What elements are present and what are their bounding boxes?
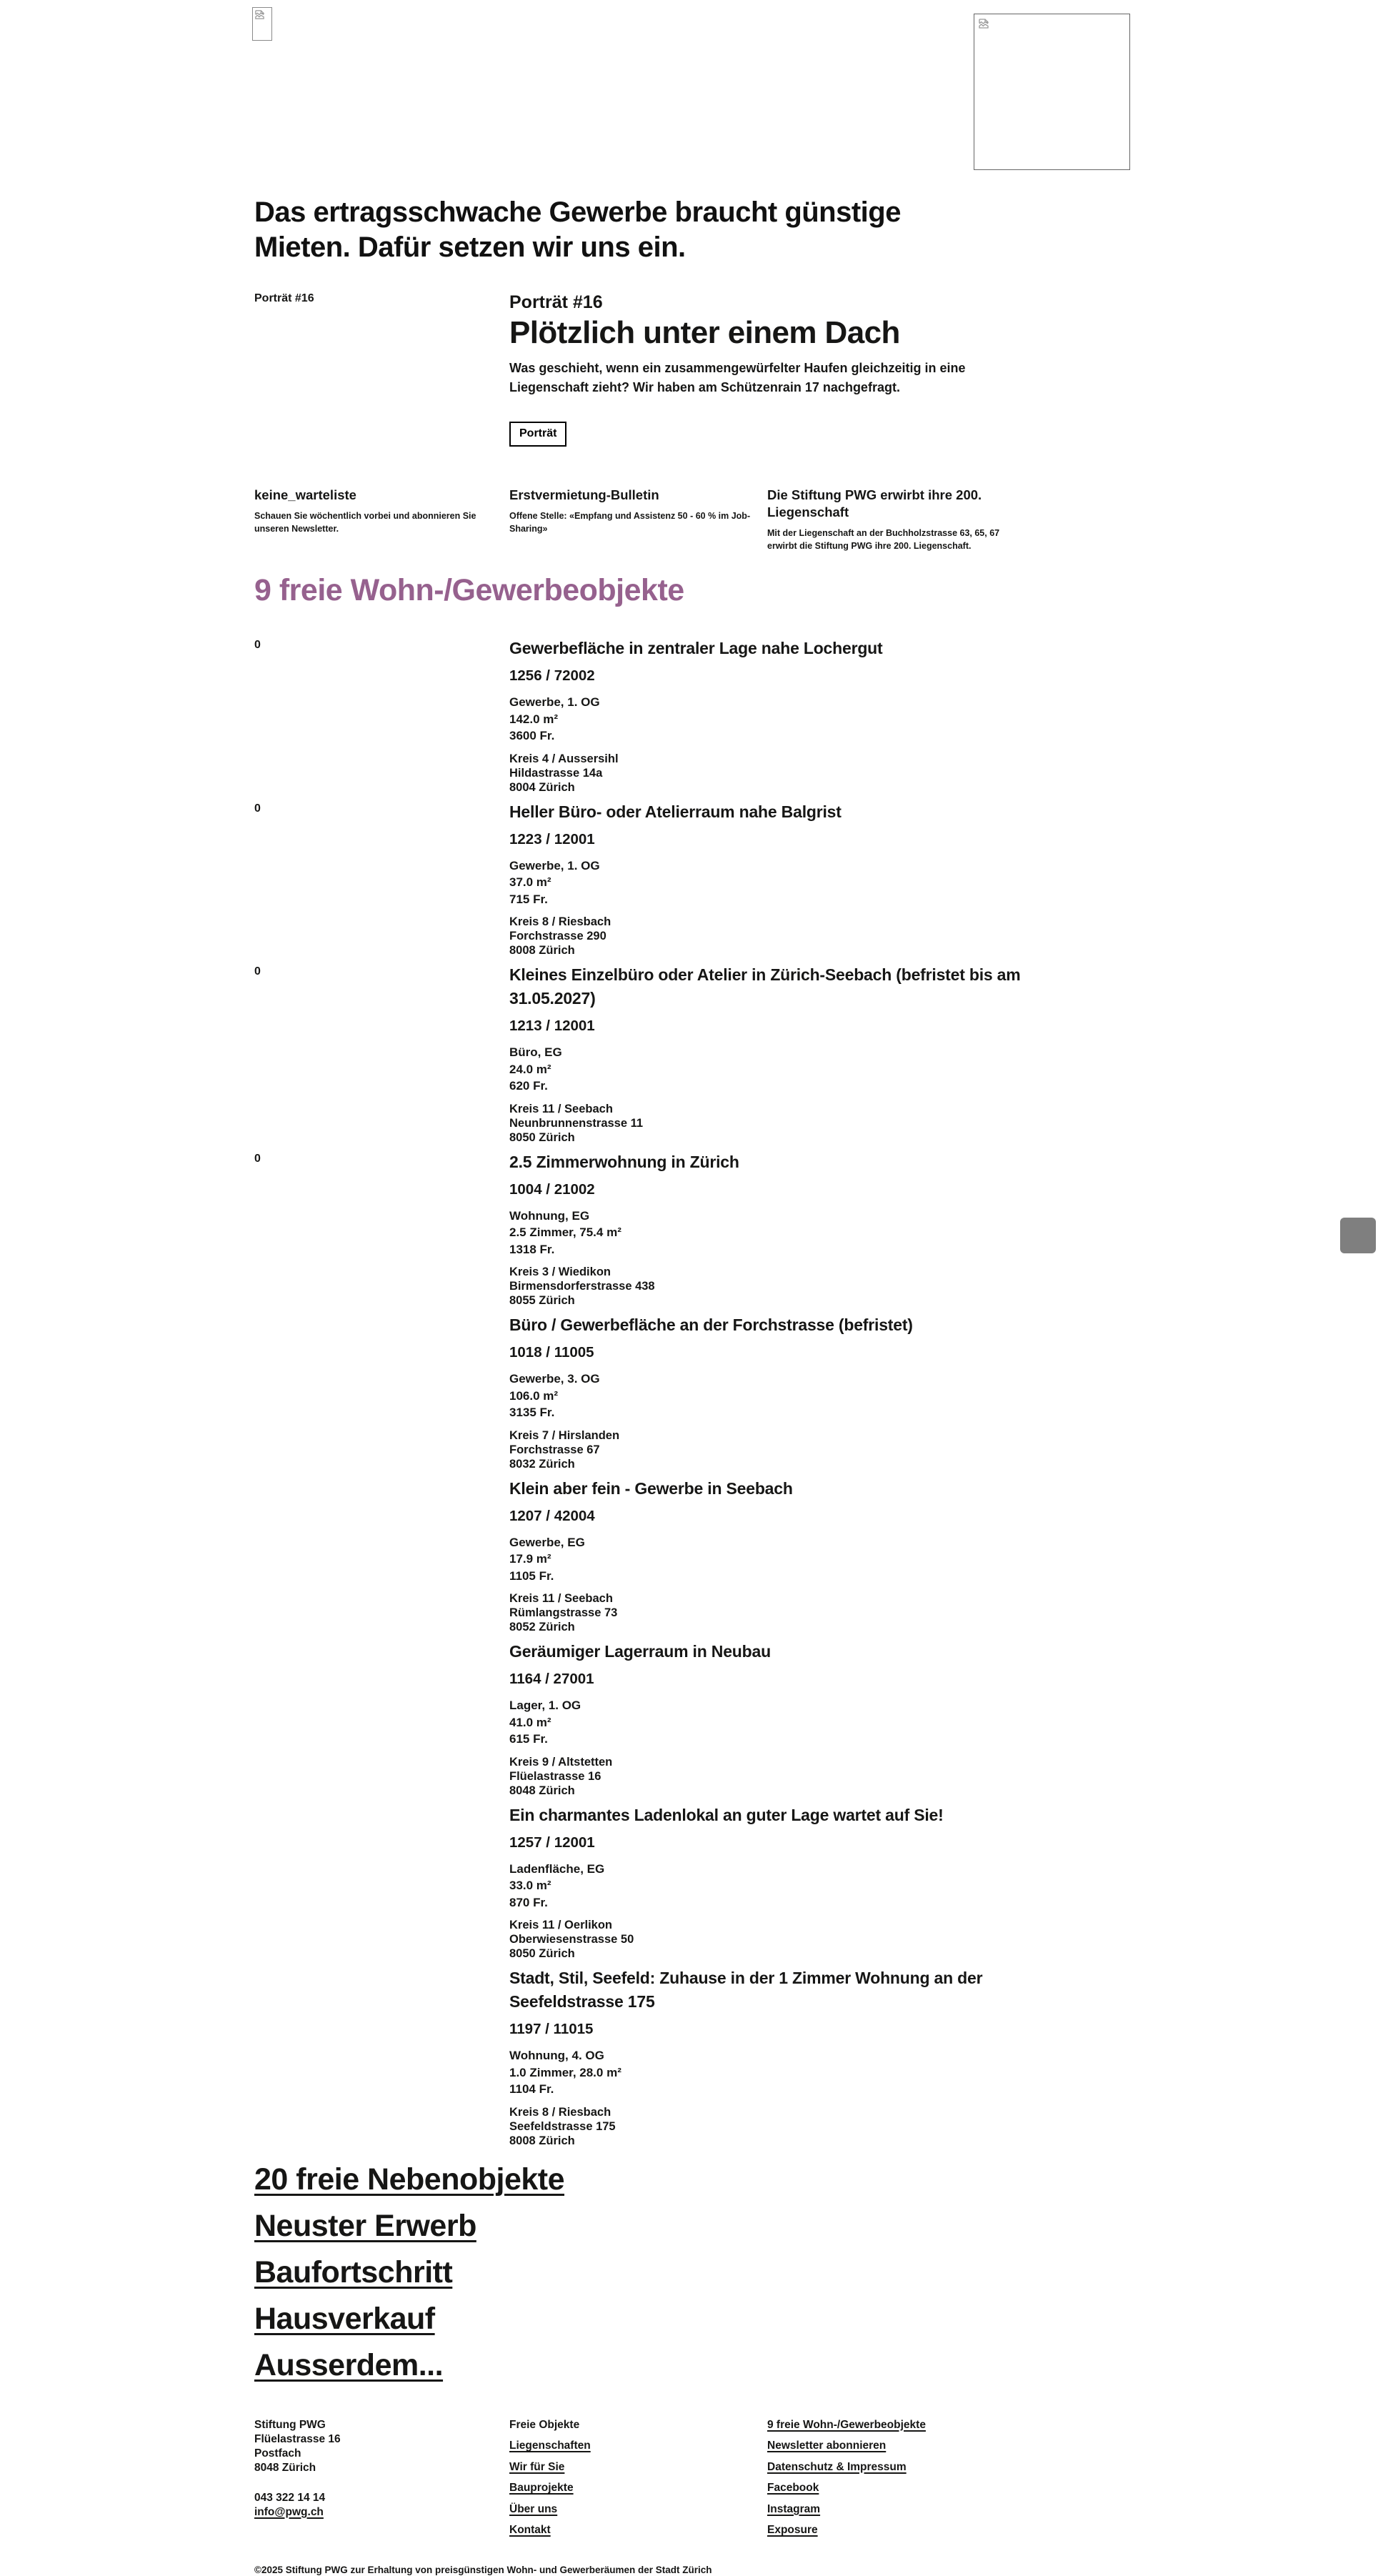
broken-image-icon — [978, 18, 989, 29]
listing-body — [509, 1313, 1383, 1471]
listing-district: Kreis 9 / Altstetten — [509, 1755, 613, 1769]
listing-city: 8052 Zürich — [509, 1621, 575, 1633]
footer-link-freie-wohnobjekte[interactable]: 9 freie Wohn-/Gewerbeobjekte — [767, 2418, 926, 2431]
listing-city: 8008 Zürich — [509, 2134, 575, 2147]
listing-body — [509, 637, 1383, 795]
footer-nav-column-1 — [509, 2418, 767, 2545]
listing-district: Kreis 7 / Hirslanden — [509, 1428, 620, 1442]
listing-title: Klein aber fein - Gewerbe in Seebach — [509, 1478, 793, 1498]
listing-image-placeholder: 0 — [254, 1152, 261, 1165]
listing-address — [509, 1591, 1383, 1634]
listing-size: 37.0 m² — [509, 875, 551, 889]
site-logo[interactable] — [252, 7, 272, 41]
listing-size: 1.0 Zimmer, 28.0 m² — [509, 2065, 621, 2079]
listing-size: 17.9 m² — [509, 1552, 551, 1566]
teaser-title: keine_warteliste — [254, 487, 356, 502]
link-ausserdem[interactable]: Ausserdem... — [254, 2347, 444, 2382]
footer-link-facebook[interactable]: Facebook — [767, 2482, 819, 2494]
portrait-teaser-section — [254, 292, 1383, 447]
link-neuster-erwerb[interactable]: Neuster Erwerb — [254, 2208, 476, 2243]
link-hausverkauf[interactable]: Hausverkauf — [254, 2301, 435, 2336]
news-teaser-row — [254, 487, 1383, 552]
listing-image-placeholder — [254, 1804, 509, 1961]
listing-body — [509, 1477, 1383, 1635]
listing-ref: 1018 / 11005 — [509, 1344, 594, 1361]
listing-type-floor: Gewerbe, 1. OG — [509, 858, 600, 872]
listing-ref: 1197 / 11015 — [509, 2021, 594, 2037]
listing-body — [509, 1640, 1383, 1798]
listing-specs — [509, 1371, 1383, 1421]
listing-address — [509, 1428, 1383, 1471]
listing-city: 8050 Zürich — [509, 1130, 575, 1144]
listing-city: 8008 Zürich — [509, 944, 575, 957]
listing-title: Gewerbefläche in zentraler Lage nahe Lochergut — [509, 639, 883, 657]
listing-ref: 1257 / 12001 — [509, 1834, 595, 1851]
listing-item[interactable] — [254, 1640, 1383, 1798]
listing-price: 715 Fr. — [509, 892, 548, 906]
listing-type-floor: Büro, EG — [509, 1045, 562, 1059]
listing-street: Oberwiesenstrasse 50 — [509, 1933, 634, 1946]
listing-address — [509, 915, 1383, 958]
listing-ref: 1207 / 42004 — [509, 1507, 595, 1524]
listing-street: Forchstrasse 290 — [509, 930, 606, 943]
listing-ref: 1213 / 12001 — [509, 1018, 595, 1034]
footer-phone: 043 322 14 14 — [254, 2491, 326, 2504]
teaser-title: Die Stiftung PWG erwirbt ihre 200. Liegenschaft — [767, 487, 982, 519]
broken-image-icon — [254, 9, 265, 20]
listing-title: Heller Büro- oder Atelierraum nahe Balgrist — [509, 802, 842, 821]
footer-pobox: Postfach — [254, 2447, 301, 2460]
listing-type-floor: Gewerbe, 1. OG — [509, 695, 600, 709]
footer-link-instagram[interactable]: Instagram — [767, 2502, 821, 2515]
listing-address — [509, 752, 1383, 795]
listing-price: 620 Fr. — [509, 1079, 548, 1093]
teaser-text: Schauen Sie wöchentlich vorbei und abonnieren Sie unseren Newsletter. — [254, 511, 476, 534]
listing-specs — [509, 1534, 1383, 1585]
link-nebenobjekte[interactable]: 20 freie Nebenobjekte — [254, 2162, 565, 2197]
listing-price: 3135 Fr. — [509, 1406, 555, 1419]
listing-city: 8048 Zürich — [509, 1784, 575, 1797]
listing-ref: 1223 / 12001 — [509, 830, 595, 847]
listing-price: 870 Fr. — [509, 1895, 548, 1909]
footer-street: Flüelastrasse 16 — [254, 2432, 341, 2445]
footer-link-bauprojekte[interactable]: Bauprojekte — [509, 2482, 574, 2494]
footer-heading-freie-objekte: Freie Objekte — [509, 2418, 580, 2431]
listing-title: 2.5 Zimmerwohnung in Zürich — [509, 1152, 739, 1171]
listing-type-floor: Gewerbe, EG — [509, 1535, 585, 1549]
listing-body — [509, 800, 1383, 958]
teaser-erstvermietung-bulletin[interactable] — [509, 487, 767, 552]
link-baufortschritt[interactable]: Baufortschritt — [254, 2254, 453, 2289]
listing-street: Seefeldstrasse 175 — [509, 2119, 616, 2133]
listing-body — [509, 1150, 1383, 1308]
teaser-text: Mit der Liegenschaft an der Buchholzstrasse 63, 65, 67 erwirbt die Stiftung PWG ihre 200. Liegenschaft. — [767, 528, 1000, 551]
teaser-title: Erstvermietung-Bulletin — [509, 487, 659, 502]
listing-specs — [509, 1208, 1383, 1258]
listing-item[interactable] — [254, 1477, 1383, 1635]
floating-widget-button[interactable] — [1340, 1218, 1376, 1253]
listing-street: Forchstrasse 67 — [509, 1443, 600, 1456]
listing-district: Kreis 4 / Aussersihl — [509, 752, 619, 765]
teaser-200-liegenschaft[interactable] — [767, 487, 1383, 552]
listing-specs — [509, 857, 1383, 908]
footer-email-link[interactable]: info@pwg.ch — [254, 2505, 324, 2518]
footer-link-newsletter[interactable]: Newsletter abonnieren — [767, 2440, 887, 2452]
footer-nav-column-2 — [767, 2418, 1383, 2545]
page-headline: Das ertragsschwache Gewerbe braucht günstige Mieten. Dafür setzen wir uns ein. — [254, 197, 901, 263]
listing-item[interactable] — [254, 963, 1383, 1145]
listing-type-floor: Wohnung, EG — [509, 1208, 590, 1223]
section-links-nav — [254, 2162, 1383, 2382]
footer-link-wir-fuer-sie[interactable]: Wir für Sie — [509, 2460, 565, 2473]
footer-address-column — [254, 2418, 509, 2545]
listing-image-placeholder — [254, 1640, 509, 1798]
listing-item[interactable] — [254, 1313, 1383, 1471]
footer-org-name: Stiftung PWG — [254, 2418, 326, 2431]
listing-type-floor: Gewerbe, 3. OG — [509, 1372, 600, 1386]
listing-district: Kreis 11 / Oerlikon — [509, 1919, 612, 1931]
listing-size: 2.5 Zimmer, 75.4 m² — [509, 1225, 621, 1239]
listing-item[interactable] — [254, 1804, 1383, 1961]
listing-title: Ein charmantes Ladenlokal an guter Lage wartet auf Sie! — [509, 1805, 944, 1824]
footer-link-datenschutz[interactable]: Datenschutz & Impressum — [767, 2460, 907, 2473]
listing-district: Kreis 3 / Wiedikon — [509, 1265, 611, 1278]
listing-price: 1318 Fr. — [509, 1242, 555, 1256]
listing-address — [509, 1918, 1383, 1961]
listing-size: 24.0 m² — [509, 1062, 551, 1076]
teaser-text: Offene Stelle: «Empfang und Assistenz 50 - 60 % im Job-Sharing» — [509, 511, 751, 534]
listing-ref: 1164 / 27001 — [509, 1671, 594, 1687]
listing-size: 106.0 m² — [509, 1388, 559, 1403]
listing-title: Büro / Gewerbefläche an der Forchstrasse (befristet) — [509, 1316, 913, 1334]
listing-item[interactable] — [254, 800, 1383, 958]
listing-image-placeholder — [254, 1313, 509, 1471]
listing-district: Kreis 11 / Seebach — [509, 1102, 613, 1115]
listing-address — [509, 1265, 1383, 1308]
listing-street: Rümlangstrasse 73 — [509, 1606, 618, 1619]
listing-price: 1105 Fr. — [509, 1568, 554, 1583]
listing-specs — [509, 1044, 1383, 1095]
teaser-warteliste[interactable] — [254, 487, 509, 552]
listing-item[interactable] — [254, 1150, 1383, 1308]
listing-size: 33.0 m² — [509, 1879, 551, 1892]
portrait-title: Plötzlich unter einem Dach — [509, 315, 900, 350]
listing-street: Hildastrasse 14a — [509, 766, 603, 780]
portrait-side-label: Porträt #16 — [254, 292, 314, 304]
footer — [254, 2418, 1383, 2545]
listings-section-title: 9 freie Wohn-/Gewerbeobjekte — [254, 573, 684, 607]
listing-ref: 1256 / 72002 — [509, 667, 595, 684]
listing-district: Kreis 8 / Riesbach — [509, 915, 611, 928]
listing-city: 8055 Zürich — [509, 1294, 575, 1307]
listing-specs — [509, 1861, 1383, 1911]
listing-price: 615 Fr. — [509, 1732, 548, 1746]
listing-address — [509, 1102, 1383, 1145]
footer-link-liegenschaften[interactable]: Liegenschaften — [509, 2440, 591, 2452]
listing-address — [509, 1755, 1383, 1798]
listing-type-floor: Wohnung, 4. OG — [509, 2049, 604, 2062]
listing-body — [509, 1804, 1383, 1961]
listing-image-placeholder: 0 — [254, 965, 261, 978]
listing-size: 41.0 m² — [509, 1715, 551, 1729]
portrait-button[interactable]: Porträt — [509, 422, 566, 447]
listing-type-floor: Ladenfläche, EG — [509, 1861, 605, 1876]
listing-specs — [509, 1697, 1383, 1748]
listing-price: 1104 Fr. — [509, 2082, 554, 2096]
listing-item[interactable] — [254, 637, 1383, 795]
listing-street: Birmensdorferstrasse 438 — [509, 1280, 655, 1293]
portrait-description: Was geschieht, wenn ein zusammengewürfelter Haufen gleichzeitig in eine Liegenschaft zieht? Wir haben am Schützenrain 17 nachgefragt. — [509, 361, 966, 394]
copyright-notice: ©2025 Stiftung PWG zur Erhaltung von preisgünstigen Wohn- und Gewerberäumen der Stadt Zürich — [254, 2564, 712, 2575]
listing-type-floor: Lager, 1. OG — [509, 1699, 581, 1712]
listing-specs — [509, 2047, 1383, 2098]
listing-image-placeholder: 0 — [254, 639, 261, 651]
listing-street: Flüelastrasse 16 — [509, 1769, 601, 1783]
portrait-teaser-content — [509, 292, 1383, 447]
listing-item[interactable] — [254, 1966, 1383, 2148]
listing-body — [509, 963, 1383, 1145]
listing-city: 8004 Zürich — [509, 780, 575, 794]
listing-title: Kleines Einzelbüro oder Atelier in Zürich-Seebach (befristet bis am 31.05.2027) — [509, 965, 1021, 1008]
portrait-kicker: Porträt #16 — [509, 292, 603, 312]
footer-city: 8048 Zürich — [254, 2461, 316, 2474]
listing-city: 8050 Zürich — [509, 1947, 575, 1960]
footer-link-ueber-uns[interactable]: Über uns — [509, 2502, 558, 2515]
listing-image-placeholder: 0 — [254, 802, 261, 815]
hero-image-placeholder — [974, 14, 1130, 170]
listings-section — [254, 637, 1383, 2148]
listing-street: Neunbrunnenstrasse 11 — [509, 1116, 644, 1130]
listing-specs — [509, 694, 1383, 745]
listing-district: Kreis 11 / Seebach — [509, 1592, 613, 1605]
listing-image-placeholder — [254, 1966, 509, 2148]
listing-ref: 1004 / 21002 — [509, 1180, 595, 1198]
listing-title: Geräumiger Lagerraum in Neubau — [509, 1642, 771, 1661]
listing-city: 8032 Zürich — [509, 1457, 575, 1471]
listing-district: Kreis 8 / Riesbach — [509, 2105, 611, 2119]
footer-link-kontakt[interactable]: Kontakt — [509, 2524, 551, 2536]
listing-size: 142.0 m² — [509, 712, 559, 726]
listing-title: Stadt, Stil, Seefeld: Zuhause in der 1 Zimmer Wohnung an der Seefeldstrasse 175 — [509, 1969, 983, 2011]
listing-address — [509, 2105, 1383, 2148]
listing-body — [509, 1966, 1383, 2148]
listing-image-placeholder — [254, 1477, 509, 1635]
listing-price: 3600 Fr. — [509, 729, 555, 742]
footer-link-exposure[interactable]: Exposure — [767, 2524, 818, 2536]
